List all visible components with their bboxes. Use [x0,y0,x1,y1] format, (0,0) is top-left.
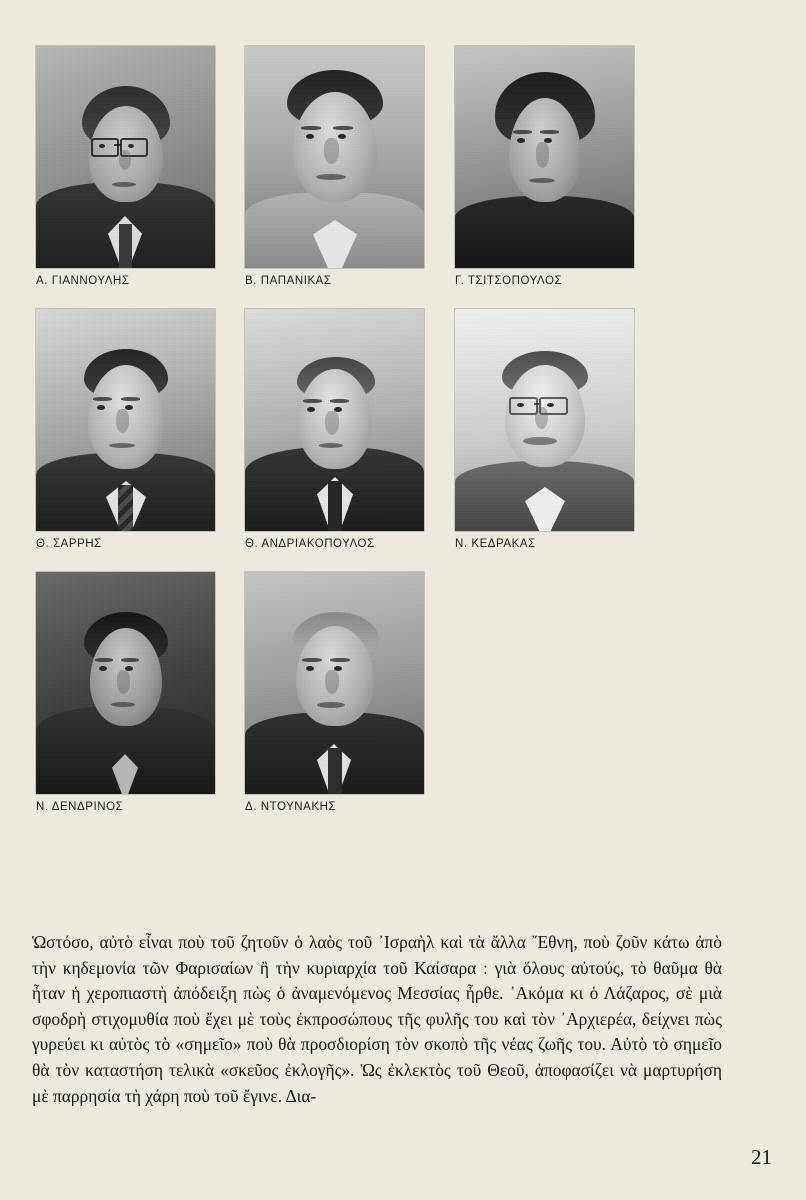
article-body [32,930,722,1109]
portrait-caption: Δ. ΝΤΟΥΝΑΚΗΣ [245,801,337,813]
portrait-photo-giannoulis [36,46,215,268]
portrait-caption: Θ. ΑΝΔΡΙΑΚΟΠΟΥΛΟΣ [245,538,375,550]
portrait-photo-sarris [36,309,215,531]
portrait-photo-tsitsopoulos [455,46,634,268]
portrait-caption: Ν. ΔΕΝΔΡΙΝΟΣ [36,801,124,813]
portrait-cell [245,572,424,813]
portrait-cell [245,309,424,550]
portrait-cell [36,46,215,287]
article-paragraph: Ὡστόσο, αὐτὸ εἶναι ποὺ τοῦ ζητοῦν ὁ λαὸς τοῦ ᾿Ισραὴλ καὶ τὰ ἄλλα ῎Εθνη, ποὺ ζοῦν κάτω ἀπὸ τὴν κηδεμονία τῶν Φαρισαίων ἢ τὴν κυριαρχία τοῦ Καίσαρα : γιὰ ὅλους αὐτούς, τὸ θαῦμα θὰ ἦταν ἡ χεροπιαστὴ ἀπόδειξη πὼς ὁ ἀναμενόμενος Μεσσίας ἦρθε. ᾿Ακόμα κι ὁ Λάζαρος, σὲ μιὰ σφοδρὴ στιχομυθία ποὺ ἔχει μὲ τοὺς ἐκπροσώπους τῆς φυλῆς του καὶ τὸν ᾿Αρχιερέα, δείχνει πὼς γυρεύει κι αὐτὸς τὸ «σημεῖο» ποὺ θὰ προσδιορίση τὸν σκοπὸ τῆς νέας ζωῆς του. Αὐτὸ τὸ σημεῖο θὰ τὸν καταστήση τελικὰ «σκεῦος ἐκλογῆς». Ὡς ἐκλεκτὸς τοῦ Θεοῦ, ἀποφασίζει νὰ μαρτυρήση μὲ παρρησία τὴ χάρη ποὺ τοῦ ἔγινε. Δια- [32,932,722,1106]
portrait-caption: Α. ΓΙΑΝΝΟΥΛΗΣ [36,275,130,287]
portrait-caption: Θ. ΣΑΡΡΗΣ [36,538,102,550]
portrait-photo-kedrakas [455,309,634,531]
portrait-photo-dendrinos [36,572,215,794]
portrait-cell [245,46,424,287]
portrait-photo-ntounakis [245,572,424,794]
portrait-caption: Ν. ΚΕΔΡΑΚΑΣ [455,538,536,550]
page-number: 21 [751,1145,772,1169]
portrait-cell [455,309,634,550]
eyeglasses-icon [91,138,119,157]
portrait-caption: Γ. ΤΣΙΤΣΟΠΟΥΛΟΣ [455,275,563,287]
portrait-photo-andriakopoulos [245,309,424,531]
portrait-cell [455,46,634,287]
portrait-cell [36,572,215,813]
portrait-caption: Β. ΠΑΠΑΝΙΚΑΣ [245,275,332,287]
portrait-photo-papanikas [245,46,424,268]
portrait-cell [36,309,215,550]
